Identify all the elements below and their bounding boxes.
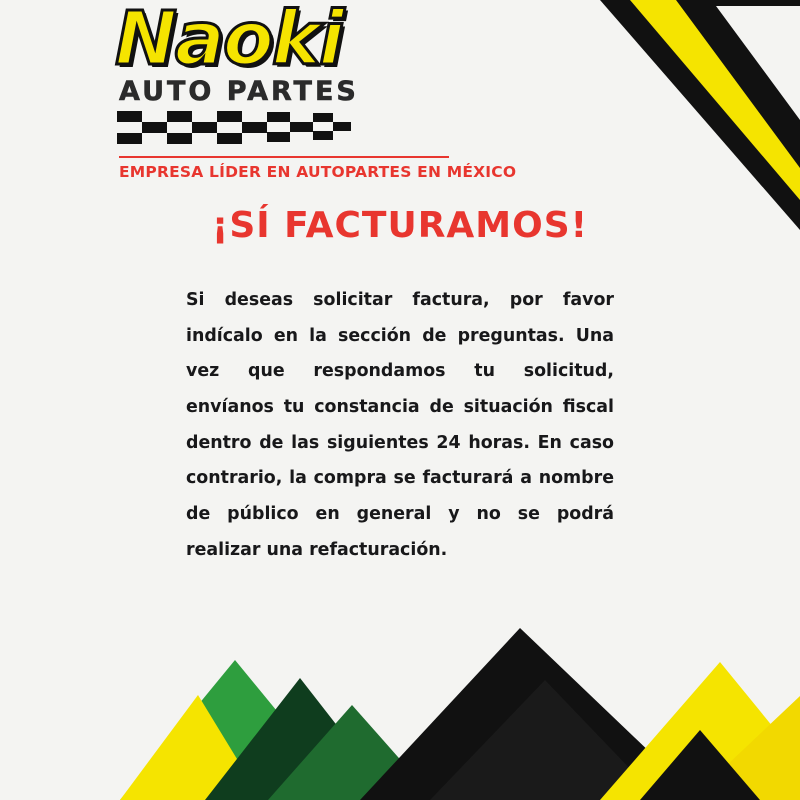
page-title: ¡SÍ FACTURAMOS! — [211, 205, 589, 246]
brand-name: Naoki — [115, 0, 343, 82]
body-paragraph: Si deseas solicitar factura, por favor indícalo en la sección de preguntas. Una vez que respondamos tu solicitud, envíanos tu constancia de situación fiscal dentro de las siguientes 24 horas. En caso contrario, la compra se facturará a nombre de público en general y no se podrá realizar una refacturación. — [186, 290, 614, 560]
brand-tagline-block — [119, 156, 517, 182]
corner-shapes-top — [480, 0, 800, 230]
bottom-decoration — [0, 600, 800, 800]
corner-shapes-bottom — [0, 600, 800, 800]
tagline-divider — [119, 156, 449, 158]
brand-tagline: EMPRESA LÍDER EN AUTOPARTES EN MÉXICO — [119, 163, 517, 182]
top-right-decoration — [480, 0, 800, 230]
brand-logo — [115, 0, 517, 182]
brand-subtitle: AUTO PARTES — [119, 76, 359, 108]
checkered-flag-icon — [117, 111, 367, 145]
